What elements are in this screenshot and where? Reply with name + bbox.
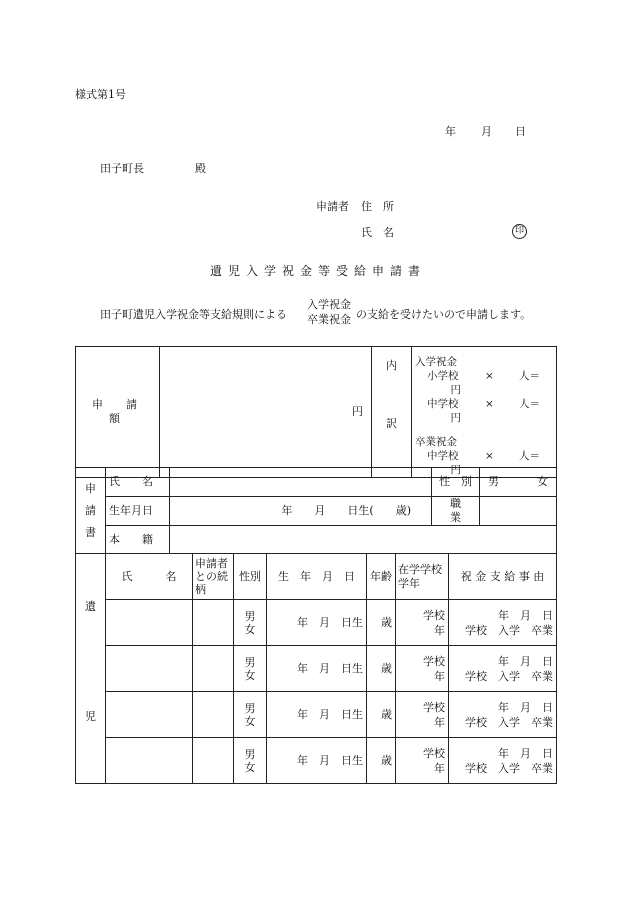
address-label: 住 所: [361, 200, 394, 213]
date-year: 年: [445, 125, 456, 138]
job-field[interactable]: [480, 497, 557, 526]
orphan-relation-cell[interactable]: [193, 600, 234, 646]
seal-icon: 印: [512, 223, 527, 239]
orphan-birth-cell[interactable]: 年 月 日生: [267, 646, 367, 692]
breakdown-row[interactable]: 中学校 × 人＝円: [427, 450, 540, 476]
col-age: 年齢: [367, 554, 396, 600]
domicile-field-label: 本 籍: [106, 526, 170, 554]
orphan-school-cell[interactable]: 学校 年: [396, 600, 449, 646]
breakdown-row[interactable]: 小学校 × 人＝円: [427, 370, 540, 396]
orphan-reason-cell[interactable]: 年 月 日 学校 入学 卒業: [449, 738, 557, 784]
orphan-name-cell[interactable]: [106, 738, 193, 784]
body-prefix: 田子町遺児入学祝金等支給規則による: [100, 308, 287, 321]
orphan-name-cell[interactable]: [106, 600, 193, 646]
col-school: 在学学校学年: [396, 554, 449, 600]
applicant-label: 申請者: [316, 200, 349, 213]
option-graduation: 卒業祝金: [307, 313, 351, 326]
orphan-birth-cell[interactable]: 年 月 日生: [267, 692, 367, 738]
option-entrance: 入学祝金: [307, 298, 351, 311]
honorific: 殿: [195, 162, 206, 175]
col-relation: 申請者との続柄: [193, 554, 234, 600]
orphan-reason-cell[interactable]: 年 月 日 学校 入学 卒業: [449, 646, 557, 692]
orphan-sex-cell[interactable]: 男 女: [234, 600, 267, 646]
domicile-field[interactable]: [170, 526, 557, 554]
orphan-school-cell[interactable]: 学校 年: [396, 692, 449, 738]
addressee: 田子町長: [100, 162, 144, 175]
breakdown-label: 内 訳: [372, 347, 412, 478]
document-title: 遺児入学祝金等受給申請書: [210, 264, 427, 278]
name-field[interactable]: [170, 468, 432, 497]
sex-field-label: 性 別: [432, 468, 480, 497]
col-reason: 祝 金 支 給 事 由: [449, 554, 557, 600]
form-number: 様式第1号: [75, 88, 126, 101]
orphan-row: [76, 646, 557, 692]
col-name: 氏 名: [106, 554, 193, 600]
body-suffix: の支給を受けたいので申請します。: [356, 308, 532, 321]
orphan-school-cell[interactable]: 学校 年: [396, 738, 449, 784]
orphan-age-cell[interactable]: 歳: [367, 646, 396, 692]
orphan-relation-cell[interactable]: [193, 738, 234, 784]
orphan-reason-cell[interactable]: 年 月 日 学校 入学 卒業: [449, 692, 557, 738]
name-field-label: 氏 名: [106, 468, 170, 497]
orphan-sex-cell[interactable]: 男 女: [234, 738, 267, 784]
date-day: 日: [515, 125, 526, 138]
orphan-age-cell[interactable]: 歳: [367, 738, 396, 784]
breakdown-detail: 入学祝金 小学校 × 人＝円 中学校 × 人＝円 卒業祝金 中学校 × 人＝円: [412, 347, 557, 478]
col-sex: 性別: [234, 554, 267, 600]
orphan-row: [76, 738, 557, 784]
orphan-age-cell[interactable]: 歳: [367, 600, 396, 646]
orphan-sex-cell[interactable]: 男 女: [234, 692, 267, 738]
orphan-sex-cell[interactable]: 男 女: [234, 646, 267, 692]
amount-table: [75, 346, 557, 478]
orphan-reason-cell[interactable]: 年 月 日 学校 入学 卒業: [449, 600, 557, 646]
col-birth: 生 年 月 日: [267, 554, 367, 600]
amount-yen-cell[interactable]: 円: [160, 347, 372, 478]
orphan-row: [76, 600, 557, 646]
birth-field-label: 生年月日: [106, 497, 170, 526]
job-field-label: 職 業: [432, 497, 480, 526]
orphan-birth-cell[interactable]: 年 月 日生: [267, 600, 367, 646]
orphan-birth-cell[interactable]: 年 月 日生: [267, 738, 367, 784]
birth-field[interactable]: 年 月 日生( 歳): [170, 497, 432, 526]
body-options: [307, 297, 351, 327]
breakdown-row[interactable]: 中学校 × 人＝円: [427, 398, 540, 424]
orphan-relation-cell[interactable]: [193, 646, 234, 692]
date-month: 月: [481, 125, 492, 138]
orphan-school-cell[interactable]: 学校 年: [396, 646, 449, 692]
sex-field[interactable]: 男 女: [480, 468, 557, 497]
applicant-table: [75, 467, 557, 554]
orphan-name-cell[interactable]: [106, 646, 193, 692]
orphan-name-cell[interactable]: [106, 692, 193, 738]
orphan-table: [75, 553, 557, 784]
orphan-side-label: 遺 児: [76, 554, 106, 784]
applicant-side-label: 申 請 書: [76, 468, 106, 554]
orphan-relation-cell[interactable]: [193, 692, 234, 738]
orphan-age-cell[interactable]: 歳: [367, 692, 396, 738]
orphan-row: [76, 692, 557, 738]
name-label: 氏 名: [361, 226, 394, 239]
amount-label: 申 請 額: [76, 347, 160, 478]
